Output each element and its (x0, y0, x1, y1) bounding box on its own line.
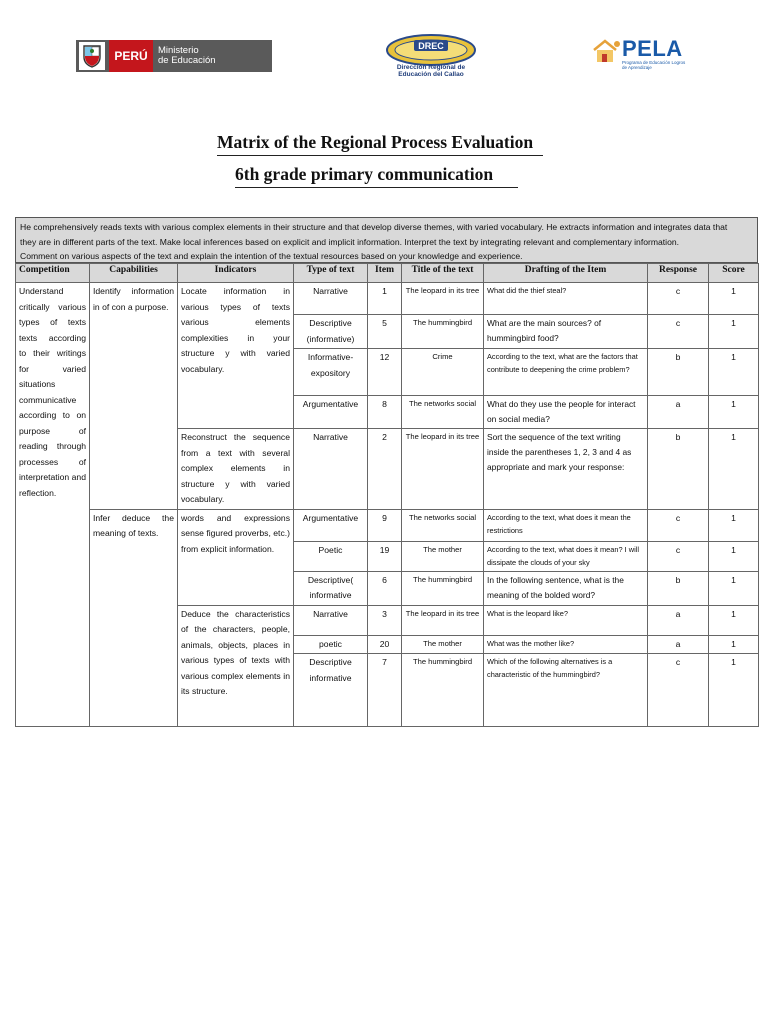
title-cell: Crime (402, 349, 484, 396)
score-cell: 1 (709, 315, 759, 349)
table-header-row (16, 264, 759, 283)
table-row (16, 283, 759, 315)
title-cell: The networks social (402, 396, 484, 429)
response-cell: b (648, 571, 709, 605)
title-cell: The hummingbird (402, 315, 484, 349)
competition-cell: Understand critically various types of texts texts according to their writings for varied situations communicative according to on purpose of reading through processes of interpretation and reflection. (16, 283, 90, 727)
indicator-cell: words and expressions sense figured proverbs, etc.) from explicit information. (178, 509, 294, 605)
type-cell: Narrative (294, 283, 368, 315)
drafting-cell: What are the main sources? of hummingbird food? (484, 315, 648, 349)
item-number-cell: 3 (368, 605, 402, 635)
response-cell: a (648, 396, 709, 429)
competency-description (15, 217, 758, 263)
drec-line-2: Educación del Callao (398, 71, 464, 78)
response-cell: c (648, 315, 709, 349)
title-cell: The leopard in its tree (402, 283, 484, 315)
score-cell: 1 (709, 396, 759, 429)
title-cell: The leopard in its tree (402, 429, 484, 510)
response-cell: a (648, 605, 709, 635)
item-number-cell: 19 (368, 541, 402, 571)
page-subtitle: 6th grade primary communication (235, 164, 518, 188)
ministry-line-1: Ministerio (158, 45, 199, 56)
ministry-line-2: de Educación (158, 55, 216, 66)
capability-cell: Infer deduce the meaning of texts. (90, 509, 178, 727)
drafting-cell: What was the mother like? (484, 635, 648, 654)
drafting-cell: According to the text, what does it mean the restrictions (484, 509, 648, 541)
peru-shield-icon (79, 42, 105, 70)
drafting-cell: According to the text, what are the factors that contribute to deepening the crime problem? (484, 349, 648, 396)
indicator-cell: Locate information in various types of texts various elements complexities in your structure y with varied vocabulary. (178, 283, 294, 429)
score-cell: 1 (709, 349, 759, 396)
title-cell: The mother (402, 541, 484, 571)
title-cell: The networks social (402, 509, 484, 541)
item-number-cell: 8 (368, 396, 402, 429)
intro-line-3: Comment on various aspects of the text and explain the intention of the textual resources based on your knowledge and experience. (20, 251, 523, 262)
drafting-cell: In the following sentence, what is the meaning of the bolded word? (484, 571, 648, 605)
type-cell: Argumentative (294, 396, 368, 429)
item-number-cell: 5 (368, 315, 402, 349)
type-cell: Poetic (294, 541, 368, 571)
logo-bar (0, 0, 768, 110)
drafting-cell: According to the text, what does it mean? I will dissipate the clouds of your sky (484, 541, 648, 571)
score-cell: 1 (709, 571, 759, 605)
score-cell: 1 (709, 605, 759, 635)
table-row (16, 509, 759, 541)
item-number-cell: 1 (368, 283, 402, 315)
title-cell: The mother (402, 635, 484, 654)
drec-acronym: DREC (418, 41, 444, 51)
type-cell: Descriptive( informative (294, 571, 368, 605)
drafting-cell: Which of the following alternatives is a characteristic of the hummingbird? (484, 654, 648, 727)
item-number-cell: 12 (368, 349, 402, 396)
pela-name: PELA (622, 36, 683, 61)
indicator-cell: Deduce the characteristics of the characters, people, animals, objects, places in various types of texts with various complex elements in its structure. (178, 605, 294, 727)
drec-line-1: Dirección Regional de (396, 64, 466, 71)
drafting-cell: What do they use the people for interact on social media? (484, 396, 648, 429)
item-number-cell: 7 (368, 654, 402, 727)
drec-logo (382, 34, 480, 78)
intro-line-2: they are in different parts of the text. Make local inferences based on explicit and implicit information. Interpret the text by integrating relevant and complementary information. (20, 236, 680, 247)
type-cell: Descriptive (informative) (294, 315, 368, 349)
response-cell: a (648, 635, 709, 654)
response-cell: b (648, 349, 709, 396)
type-cell: Narrative (294, 605, 368, 635)
peru-country-label: PERÚ (109, 40, 153, 72)
item-number-cell: 20 (368, 635, 402, 654)
peru-ministry-logo (76, 40, 272, 72)
header-response: Response (648, 264, 709, 283)
pela-logo (592, 36, 688, 76)
header-title-of-text: Title of the text (402, 264, 484, 283)
response-cell: c (648, 283, 709, 315)
type-cell: Informative-expository (294, 349, 368, 396)
header-capabilities: Capabilities (90, 264, 178, 283)
item-number-cell: 9 (368, 509, 402, 541)
item-number-cell: 2 (368, 429, 402, 510)
title-cell: The hummingbird (402, 571, 484, 605)
score-cell: 1 (709, 283, 759, 315)
capability-cell: Identify information in of con a purpose. (90, 283, 178, 510)
drafting-cell: Sort the sequence of the text writing inside the parentheses 1, 2, 3 and 4 as appropriate and mark your response: (484, 429, 648, 510)
type-cell: Argumentative (294, 509, 368, 541)
evaluation-matrix-table (15, 263, 759, 727)
score-cell: 1 (709, 654, 759, 727)
item-number-cell: 6 (368, 571, 402, 605)
score-cell: 1 (709, 509, 759, 541)
header-item: Item (368, 264, 402, 283)
title-cell: The leopard in its tree (402, 605, 484, 635)
pela-subtitle: Programa de Educación Logros de Aprendizaje (622, 60, 686, 70)
drafting-cell: What is the leopard like? (484, 605, 648, 635)
pela-house-icon (592, 38, 622, 64)
response-cell: b (648, 429, 709, 510)
header-indicators: Indicators (178, 264, 294, 283)
title-cell: The hummingbird (402, 654, 484, 727)
indicator-cell: Reconstruct the sequence from a text with several complex elements in structure y with varied vocabulary. (178, 429, 294, 510)
score-cell: 1 (709, 635, 759, 654)
score-cell: 1 (709, 541, 759, 571)
type-cell: Narrative (294, 429, 368, 510)
header-drafting: Drafting of the Item (484, 264, 648, 283)
intro-line-1: He comprehensively reads texts with various complex elements in their structure and that develop diverse themes, with varied vocabulary. He extracts information and integrates data that (20, 222, 728, 232)
response-cell: c (648, 509, 709, 541)
ministry-name (158, 46, 248, 66)
page-title: Matrix of the Regional Process Evaluation (217, 132, 543, 156)
response-cell: c (648, 654, 709, 727)
type-cell: poetic (294, 635, 368, 654)
score-cell: 1 (709, 429, 759, 510)
header-competition: Competition (16, 264, 90, 283)
header-type-of-text: Type of text (294, 264, 368, 283)
type-cell: Descriptive informative (294, 654, 368, 727)
response-cell: c (648, 541, 709, 571)
drafting-cell: What did the thief steal? (484, 283, 648, 315)
header-score: Score (709, 264, 759, 283)
